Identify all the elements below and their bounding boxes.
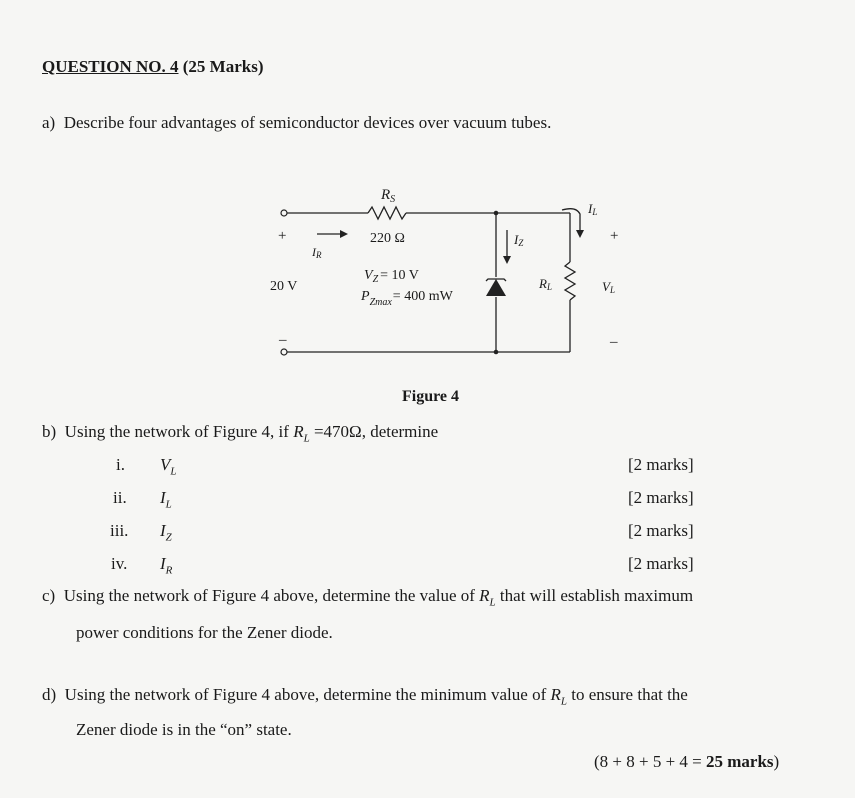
iz-arrowhead <box>503 256 511 264</box>
part-c-text-post: that will establish maximum <box>495 586 694 605</box>
total-marks <box>594 752 779 772</box>
part-c-rl-sub: L <box>489 596 496 609</box>
vl-plus: + <box>610 228 619 244</box>
question-marks: (25 Marks) <box>182 57 264 76</box>
ir-label: IR <box>312 245 322 260</box>
source-minus: – <box>279 332 287 348</box>
total-sum: 25 marks <box>706 752 774 771</box>
item-marks: [2 marks] <box>628 554 694 573</box>
resistor-rs <box>368 207 406 219</box>
iz-label: IZ <box>514 232 524 248</box>
ir-arrowhead <box>340 230 348 238</box>
resistor-rl <box>565 262 575 300</box>
part-d-text-pre: Using the network of Figure 4 above, determine the minimum value of <box>64 685 551 704</box>
part-b-label: b) <box>42 422 57 441</box>
item-var: $I_R$ <box>160 554 173 577</box>
total-breakdown: (8 + 8 + 5 + 4 = <box>594 752 707 771</box>
part-d-line2: Zener diode is in the “on” state. <box>76 720 292 739</box>
il-label: IL <box>588 201 598 217</box>
item-num: ii. <box>113 488 127 507</box>
il-arrowhead <box>576 230 584 238</box>
part-a-text: Describe four advantages of semiconductor devices over vacuum tubes. <box>63 113 552 132</box>
zener-diode <box>486 279 506 296</box>
question-number: QUESTION NO. 4 <box>42 57 179 76</box>
vl-label: VL <box>602 279 615 295</box>
source-voltage: 20 V <box>270 279 298 294</box>
item-var: $I_L$ <box>160 488 172 511</box>
item-marks: [2 marks] <box>628 521 694 540</box>
item-marks: [2 marks] <box>628 455 694 474</box>
part-b-text-post: =470Ω, determine <box>309 422 439 441</box>
part-c-rl: R <box>479 586 490 605</box>
part-d-rl: R <box>550 685 561 704</box>
part-c-line2: power conditions for the Zener diode. <box>76 623 333 642</box>
item-var: $V_L$ <box>160 455 177 478</box>
part-d-rl-sub: L <box>560 695 567 708</box>
part-b-rl: R <box>293 422 304 441</box>
item-marks: [2 marks] <box>628 488 694 507</box>
vz-label: $V_Z = 10$ V <box>364 268 419 285</box>
junction-bottom <box>494 350 499 355</box>
part-a-label: a) <box>42 113 56 132</box>
part-c-label: c) <box>42 586 56 605</box>
terminal-bottom <box>281 349 287 355</box>
figure-caption: Figure 4 <box>402 388 460 405</box>
source-plus: + <box>278 228 287 244</box>
junction-top <box>494 211 499 216</box>
part-b-rl-sub: L <box>303 432 310 445</box>
item-num: iii. <box>110 521 129 540</box>
part-b <box>42 422 438 444</box>
part-c-line1 <box>42 586 693 608</box>
item-num: i. <box>116 455 125 474</box>
rs-value: 220 Ω <box>370 231 405 246</box>
rl-label: RL <box>539 276 552 292</box>
part-c-text-pre: Using the network of Figure 4 above, determine the value of <box>63 586 480 605</box>
rs-label: $R_S$ <box>381 187 396 205</box>
vl-minus: – <box>610 334 618 350</box>
pz-label: $P_{Zmax}= 400$ mW <box>361 289 453 308</box>
item-num: iv. <box>111 554 128 573</box>
part-b-text-pre: Using the network of Figure 4, if <box>64 422 294 441</box>
part-d-text-post: to ensure that the <box>567 685 688 704</box>
il-arrow-shaft <box>562 209 580 232</box>
part-d-label: d) <box>42 685 57 704</box>
item-var: $I_Z$ <box>160 521 172 544</box>
part-d-line1 <box>42 685 688 707</box>
terminal-top <box>281 210 287 216</box>
total-close: ) <box>773 752 780 771</box>
